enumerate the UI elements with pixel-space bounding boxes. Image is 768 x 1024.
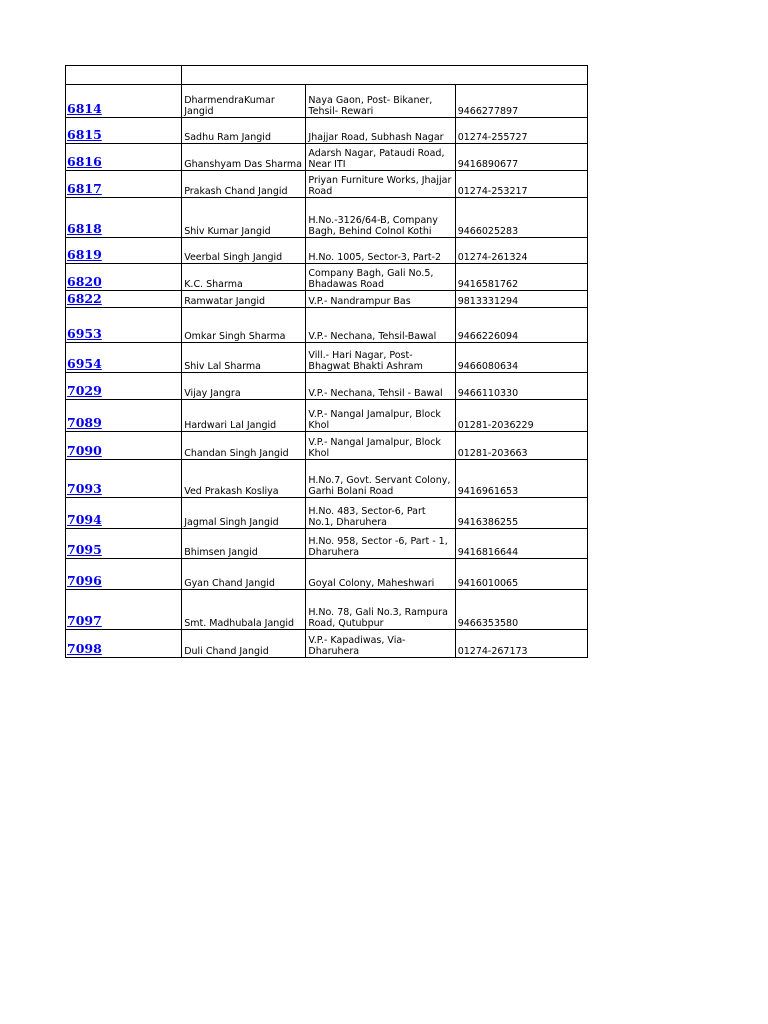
member-address: Naya Gaon, Post- Bikaner, Tehsil- Rewari — [308, 95, 433, 117]
member-address: V.P.- Nangal Jamalpur, Block Khol — [308, 437, 441, 459]
table-row — [66, 460, 588, 498]
member-address: Jhajjar Road, Subhash Nagar — [308, 132, 444, 143]
member-phone: 9466277897 — [457, 106, 519, 117]
member-name-cell — [182, 460, 306, 498]
member-name-cell — [182, 308, 306, 343]
member-name: Sadhu Ram Jangid — [184, 132, 271, 143]
member-id-cell — [66, 400, 182, 432]
table-row — [66, 343, 588, 373]
member-name-cell — [182, 198, 306, 238]
member-name-cell — [182, 238, 306, 264]
member-phone-cell — [455, 559, 587, 590]
member-name-cell — [182, 144, 306, 171]
member-id-cell — [66, 291, 182, 308]
table-row — [66, 308, 588, 343]
member-id-link[interactable]: 6953 — [67, 326, 102, 341]
member-table — [65, 65, 588, 658]
member-id-cell — [66, 460, 182, 498]
member-name-cell — [182, 118, 306, 144]
member-address-cell — [306, 171, 455, 198]
member-name: Prakash Chand Jangid — [184, 186, 288, 197]
member-phone-cell — [455, 238, 587, 264]
table-row — [66, 498, 588, 529]
member-address-cell — [306, 264, 455, 291]
member-address-cell — [306, 85, 455, 118]
member-phone: 01281-2036229 — [457, 420, 534, 431]
member-name-cell — [182, 630, 306, 658]
member-id-cell — [66, 498, 182, 529]
member-phone: 01274-261324 — [457, 252, 528, 263]
member-address-cell — [306, 432, 455, 460]
member-phone-cell — [455, 460, 587, 498]
member-id-link[interactable]: 7094 — [67, 512, 102, 527]
member-name: Veerbal Singh Jangid — [184, 252, 283, 263]
member-address-cell — [306, 198, 455, 238]
header-cell-details — [182, 66, 588, 85]
member-phone: 9813331294 — [457, 296, 519, 307]
member-name-cell — [182, 291, 306, 308]
member-id-link[interactable]: 7097 — [67, 613, 102, 628]
member-address: Adarsh Nagar, Pataudi Road, Near ITI — [308, 148, 445, 170]
member-address-cell — [306, 590, 455, 630]
member-phone-cell — [455, 630, 587, 658]
member-address-cell — [306, 308, 455, 343]
table-row — [66, 630, 588, 658]
member-phone-cell — [455, 171, 587, 198]
member-name: Chandan Singh Jangid — [184, 448, 289, 459]
member-table-body — [66, 66, 588, 658]
member-id-link[interactable]: 6817 — [67, 181, 102, 196]
member-id-link[interactable]: 7093 — [67, 481, 102, 496]
member-phone: 9416961653 — [457, 486, 519, 497]
member-name-cell — [182, 559, 306, 590]
member-address: H.No. 958, Sector -6, Part - 1, Dharuhera — [308, 536, 448, 558]
member-name: Shiv Lal Sharma — [184, 361, 261, 372]
member-phone: 01274-253217 — [457, 186, 528, 197]
member-address: Goyal Colony, Maheshwari — [308, 578, 435, 589]
member-phone-cell — [455, 264, 587, 291]
member-address: V.P.- Nechana, Tehsil-Bawal — [308, 331, 437, 342]
member-name: K.C. Sharma — [184, 279, 243, 290]
member-phone: 9416386255 — [457, 517, 519, 528]
member-id-cell — [66, 85, 182, 118]
member-id-link[interactable]: 6819 — [67, 247, 102, 262]
table-row — [66, 400, 588, 432]
member-name-cell — [182, 264, 306, 291]
member-id-cell — [66, 171, 182, 198]
member-id-link[interactable]: 7096 — [67, 573, 102, 588]
member-phone: 9416010065 — [457, 578, 519, 589]
member-name-cell — [182, 85, 306, 118]
member-address-cell — [306, 373, 455, 400]
member-id-cell — [66, 559, 182, 590]
header-cell-id — [66, 66, 182, 85]
member-phone: 9416816644 — [457, 547, 519, 558]
member-address: V.P.- Kapadiwas, Via-Dharuhera — [308, 635, 406, 657]
member-name: Vijay Jangra — [184, 388, 241, 399]
member-id-cell — [66, 590, 182, 630]
member-name-cell — [182, 590, 306, 630]
table-row — [66, 529, 588, 559]
table-row — [66, 171, 588, 198]
member-name: Bhimsen Jangid — [184, 547, 258, 558]
member-phone: 01274-255727 — [457, 132, 528, 143]
table-row — [66, 432, 588, 460]
table-row — [66, 238, 588, 264]
member-id-cell — [66, 343, 182, 373]
member-phone: 9416890677 — [457, 159, 519, 170]
table-row — [66, 85, 588, 118]
member-name: Gyan Chand Jangid — [184, 578, 275, 589]
member-phone-cell — [455, 373, 587, 400]
member-phone-cell — [455, 432, 587, 460]
member-id-link[interactable]: 7029 — [67, 383, 102, 398]
member-name: Shiv Kumar Jangid — [184, 226, 271, 237]
member-phone: 9466353580 — [457, 618, 519, 629]
table-header-row — [66, 66, 588, 85]
member-id-link[interactable]: 6816 — [67, 154, 102, 169]
table-row — [66, 264, 588, 291]
member-name-cell — [182, 343, 306, 373]
member-address: H.No. 1005, Sector-3, Part-2 — [308, 252, 442, 263]
member-id-cell — [66, 118, 182, 144]
table-row — [66, 144, 588, 171]
member-id-cell — [66, 373, 182, 400]
member-address-cell — [306, 460, 455, 498]
member-name: DharmendraKumar Jangid — [184, 95, 275, 117]
member-phone-cell — [455, 400, 587, 432]
member-phone-cell — [455, 198, 587, 238]
table-row — [66, 291, 588, 308]
member-address: H.No. 483, Sector-6, Part No.1, Dharuhera — [308, 506, 426, 528]
member-id-cell — [66, 144, 182, 171]
member-address: Priyan Furniture Works, Jhajjar Road — [308, 175, 452, 197]
table-row — [66, 118, 588, 144]
member-phone: 9466226094 — [457, 331, 519, 342]
member-id-cell — [66, 264, 182, 291]
member-address-cell — [306, 498, 455, 529]
member-phone-cell — [455, 529, 587, 559]
member-id-link[interactable]: 7098 — [67, 641, 102, 656]
member-id-link[interactable]: 6822 — [67, 291, 102, 306]
member-name: Ghanshyam Das Sharma — [184, 159, 302, 170]
member-phone: 9466080634 — [457, 361, 519, 372]
member-address: H.No.7, Govt. Servant Colony, Garhi Bolani Road — [308, 475, 451, 497]
member-address: V.P.- Nechana, Tehsil - Bawal — [308, 388, 443, 399]
member-address-cell — [306, 529, 455, 559]
member-name: Hardwari Lal Jangid — [184, 420, 277, 431]
member-name-cell — [182, 498, 306, 529]
member-phone: 9416581762 — [457, 279, 519, 290]
member-name-cell — [182, 171, 306, 198]
member-address-cell — [306, 238, 455, 264]
member-name-cell — [182, 432, 306, 460]
member-id-cell — [66, 432, 182, 460]
member-name: Jagmal Singh Jangid — [184, 517, 279, 528]
table-row — [66, 373, 588, 400]
member-id-link[interactable]: 7089 — [67, 415, 102, 430]
member-id-link[interactable]: 6820 — [67, 274, 102, 289]
member-id-link[interactable]: 7095 — [67, 542, 102, 557]
table-row — [66, 559, 588, 590]
member-phone-cell — [455, 498, 587, 529]
member-address: H.No.-3126/64-B, Company Bagh, Behind Colnol Kothi — [308, 215, 438, 237]
member-id-cell — [66, 630, 182, 658]
member-id-cell — [66, 238, 182, 264]
member-name: Ramwatar Jangid — [184, 296, 266, 307]
member-id-cell — [66, 529, 182, 559]
member-address-cell — [306, 118, 455, 144]
member-address: Company Bagh, Gali No.5, Bhadawas Road — [308, 268, 434, 290]
member-phone-cell — [455, 144, 587, 171]
member-name: Omkar Singh Sharma — [184, 331, 286, 342]
member-id-link[interactable]: 6954 — [67, 356, 102, 371]
member-name-cell — [182, 529, 306, 559]
member-phone: 01281-203663 — [457, 448, 528, 459]
member-address-cell — [306, 343, 455, 373]
member-address: V.P.- Nangal Jamalpur, Block Khol — [308, 409, 441, 431]
member-phone-cell — [455, 343, 587, 373]
member-name: Smt. Madhubala Jangid — [184, 618, 295, 629]
member-name-cell — [182, 400, 306, 432]
member-phone-cell — [455, 590, 587, 630]
member-address: V.P.- Nandrampur Bas — [308, 296, 411, 307]
member-name-cell — [182, 373, 306, 400]
member-address: H.No. 78, Gali No.3, Rampura Road, Qutubpur — [308, 607, 448, 629]
member-id-link[interactable]: 6818 — [67, 221, 102, 236]
member-address-cell — [306, 144, 455, 171]
member-address-cell — [306, 291, 455, 308]
member-phone: 01274-267173 — [457, 646, 528, 657]
member-id-link[interactable]: 7090 — [67, 443, 102, 458]
member-phone-cell — [455, 118, 587, 144]
member-id-cell — [66, 198, 182, 238]
member-phone-cell — [455, 291, 587, 308]
member-phone-cell — [455, 85, 587, 118]
member-address-cell — [306, 400, 455, 432]
member-name: Duli Chand Jangid — [184, 646, 269, 657]
member-id-link[interactable]: 6815 — [67, 127, 102, 142]
member-name: Ved Prakash Kosliya — [184, 486, 279, 497]
table-row — [66, 590, 588, 630]
member-address: Vill.- Hari Nagar, Post-Bhagwat Bhakti Ashram — [308, 350, 423, 372]
member-phone: 9466110330 — [457, 388, 519, 399]
member-phone: 9466025283 — [457, 226, 519, 237]
member-id-link[interactable]: 6814 — [67, 101, 102, 116]
member-phone-cell — [455, 308, 587, 343]
member-id-cell — [66, 308, 182, 343]
member-address-cell — [306, 559, 455, 590]
member-address-cell — [306, 630, 455, 658]
table-row — [66, 198, 588, 238]
